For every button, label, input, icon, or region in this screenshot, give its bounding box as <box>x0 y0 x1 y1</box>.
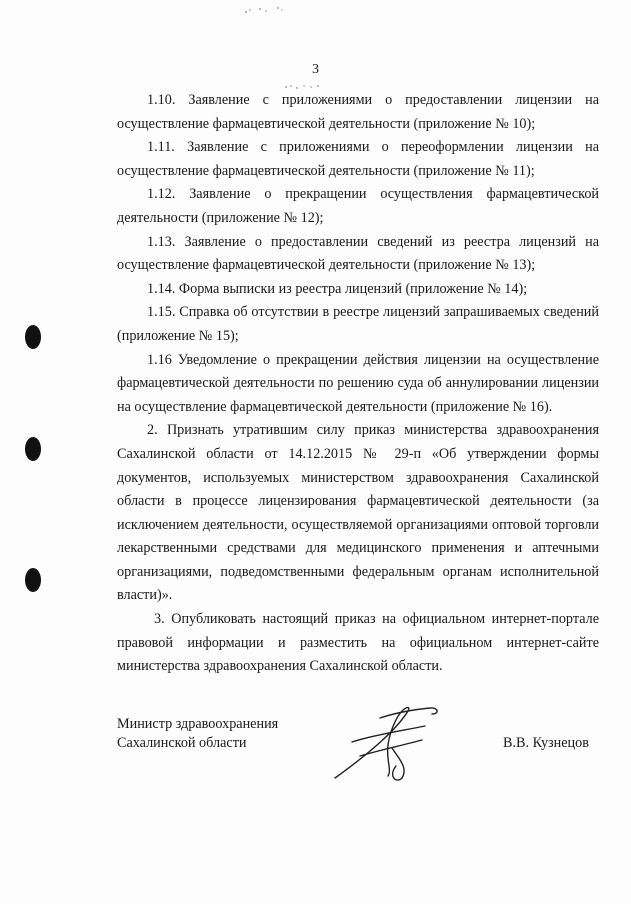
position-line-1: Министр здравоохранения <box>117 716 279 732</box>
paragraph-1-11: 1.11. Заявление с приложениями о переоформлении лицензии на осуществление фармацевтической деятельности (приложение № 11); <box>117 139 599 179</box>
paragraph-3: 3. Опубликовать настоящий приказ на официальном интернет-портале правовой информации и разместить на официальном интернет-сайте министерства здравоохранения Сахалинской области. <box>117 611 599 675</box>
page-number: 3 <box>312 62 319 77</box>
document-body <box>117 89 599 679</box>
paragraph-1-14: 1.14. Форма выписки из реестра лицензий (приложение № 14); <box>147 280 528 297</box>
punch-hole <box>25 568 41 592</box>
position-line-2: Сахалинской области <box>117 735 247 751</box>
paragraph-1-13: 1.13. Заявление о предоставлении сведений из реестра лицензий на осуществление фармацевтической деятельности (приложение № 13); <box>117 233 599 274</box>
punch-hole <box>25 437 41 461</box>
scan-specks-icon <box>220 4 300 18</box>
paragraph-2: 2. Признать утратившим силу приказ министерства здравоохранения Сахалинской области от 14.12.2015 № 29-п «Об утверждении формы документов, используемых министерством здравоохранения Сахалинской области в процессе лицензирования фармацевтической деятельности (за исключением деятельности, осуществляемой организациями оптовой торговли лекарственными средствами для медицинского применения и аптечными организациями, подведомственными федеральным органам исполнительной власти)». <box>117 422 599 604</box>
signer-name: В.В. Кузнецов <box>503 735 589 751</box>
scan-specks-icon <box>280 82 330 92</box>
signature-position <box>117 715 278 753</box>
punch-hole <box>25 325 41 349</box>
paragraph-1-15: 1.15. Справка об отсутствии в реестре лицензий запрашиваемых сведений (приложение № 15); <box>117 304 599 344</box>
paragraph-1-16: 1.16 Уведомление о прекращении действия лицензии на осуществление фармацевтической деятельности по решению суда об аннулировании лицензии на осуществление фармацевтической деятельности (приложение № 16). <box>117 351 599 415</box>
paragraph-1-12: 1.12. Заявление о прекращении осуществления фармацевтической деятельности (приложение № 12); <box>117 186 599 226</box>
handwritten-signature-icon <box>330 700 450 785</box>
paragraph-1-10: 1.10. Заявление с приложениями о предоставлении лицензии на осуществление фармацевтической деятельности (приложение № 10); <box>117 92 599 132</box>
